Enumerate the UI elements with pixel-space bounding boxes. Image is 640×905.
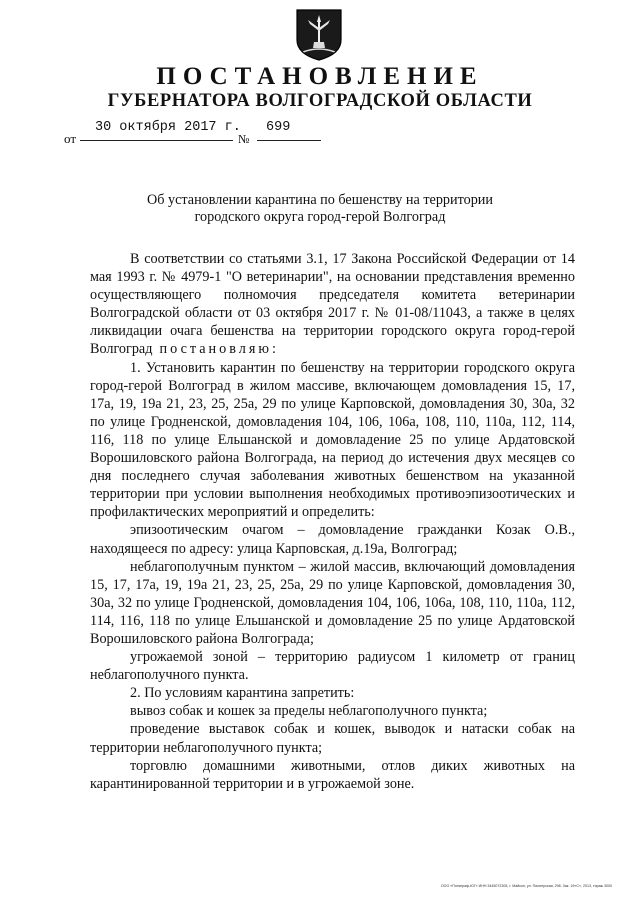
date-from-label: от — [64, 131, 77, 146]
preamble-text: В соответствии со статьями 3.1, 17 Закона Российской Федерации от 14 мая 1993 г. № 4979-1 "О ветеринарии", на основании представления временно осуществляющего полномочия председателя комитета ветеринарии Волгоградской области от 03 октября 2017 г. № 01-08/11043, а также в целях ликвидации очага бешенства на территории городского округа город-герой Волгоград — [90, 251, 575, 358]
printer-imprint: ООО «Полиграф-ЮГ» ИНН 3445072305, г. Майкоп, ул. Пионерская, 298. Зак. 19«С», 2013, тираж 3000 — [440, 884, 612, 888]
unfavorable-point-paragraph: неблагополучным пунктом – жилой массив, включающий домовладения 15, 17, 17а, 19, 19а 21, 23, 25, 25а, 29 по улице Карповской, домовладения 30, 30а, 32 по улице Гродненской, домовладения 104, 106, 106а, 108, 110, 110а, 112, 114, 116, 118 по улице Ельшанской и домовладение 25 по улице Ардатовской Ворошиловского района Волгограда; — [90, 558, 575, 647]
decree-word: постановляю: — [159, 341, 279, 358]
threatened-zone-paragraph: угрожаемой зоной – территорию радиусом 1 километр от границ неблагополучного пункта. — [90, 649, 575, 684]
date-number-line — [0, 118, 640, 146]
subject-line-1: Об установлении карантина по бешенству на территории — [147, 192, 493, 208]
ban-trade-paragraph: торговлю домашними животными, отлов диких животных на карантинированной территории и в угрожаемой зоне. — [90, 757, 575, 792]
document-issuer: ГУБЕРНАТОРА ВОЛГОГРАДСКОЙ ОБЛАСТИ — [107, 91, 533, 111]
preamble-paragraph — [90, 250, 575, 359]
epizootic-focus-paragraph: эпизоотическим очагом – домовладение гражданки Козак О.В., находящееся по адресу: улица Карповская, д.19а, Волгоград; — [90, 522, 575, 557]
number-label: № — [238, 132, 250, 146]
number-underline — [257, 140, 321, 141]
volgograd-coat-of-arms-icon — [295, 8, 343, 62]
document-subject — [0, 192, 640, 226]
item-2-paragraph: 2. По условиям карантина запретить: — [130, 685, 355, 702]
document-body — [90, 250, 575, 793]
ban-exhibitions-paragraph: проведение выставок собак и кошек, выводок и натаски собак на территории неблагополучного пункта; — [90, 721, 575, 756]
document-title: ПОСТАНОВЛЕНИЕ — [156, 63, 484, 90]
document-number: 699 — [266, 120, 291, 135]
item-1-paragraph: 1. Установить карантин по бешенству на территории городского округа город-герой Волгоград в жилом массиве, включающем домовладения 15, 17, 17а, 19, 19а 21, 23, 25, 25а, 29 по улице Карповской, домовладения 30, 30а, 32 по улице Гродненской, домовладения 104, 106, 106а, 108, 110, 110а, 112, 114, 116, 118 по улице Ельшанской и домовладение 25 по улице Ардатовской Ворошиловского района Волгограда, на период до истечения двух месяцев со дня последнего случая заболевания животных бешенством на указанной территории при условии выполнения необходимых противоэпизоотических и профилактических мероприятий и определить: — [90, 359, 575, 521]
subject-line-2: городского округа город-герой Волгоград — [194, 209, 446, 225]
ban-export-paragraph: вывоз собак и кошек за пределы неблагополучного пункта; — [130, 703, 488, 720]
document-date: 30 октября 2017 г. — [95, 120, 241, 135]
date-underline — [80, 140, 233, 141]
